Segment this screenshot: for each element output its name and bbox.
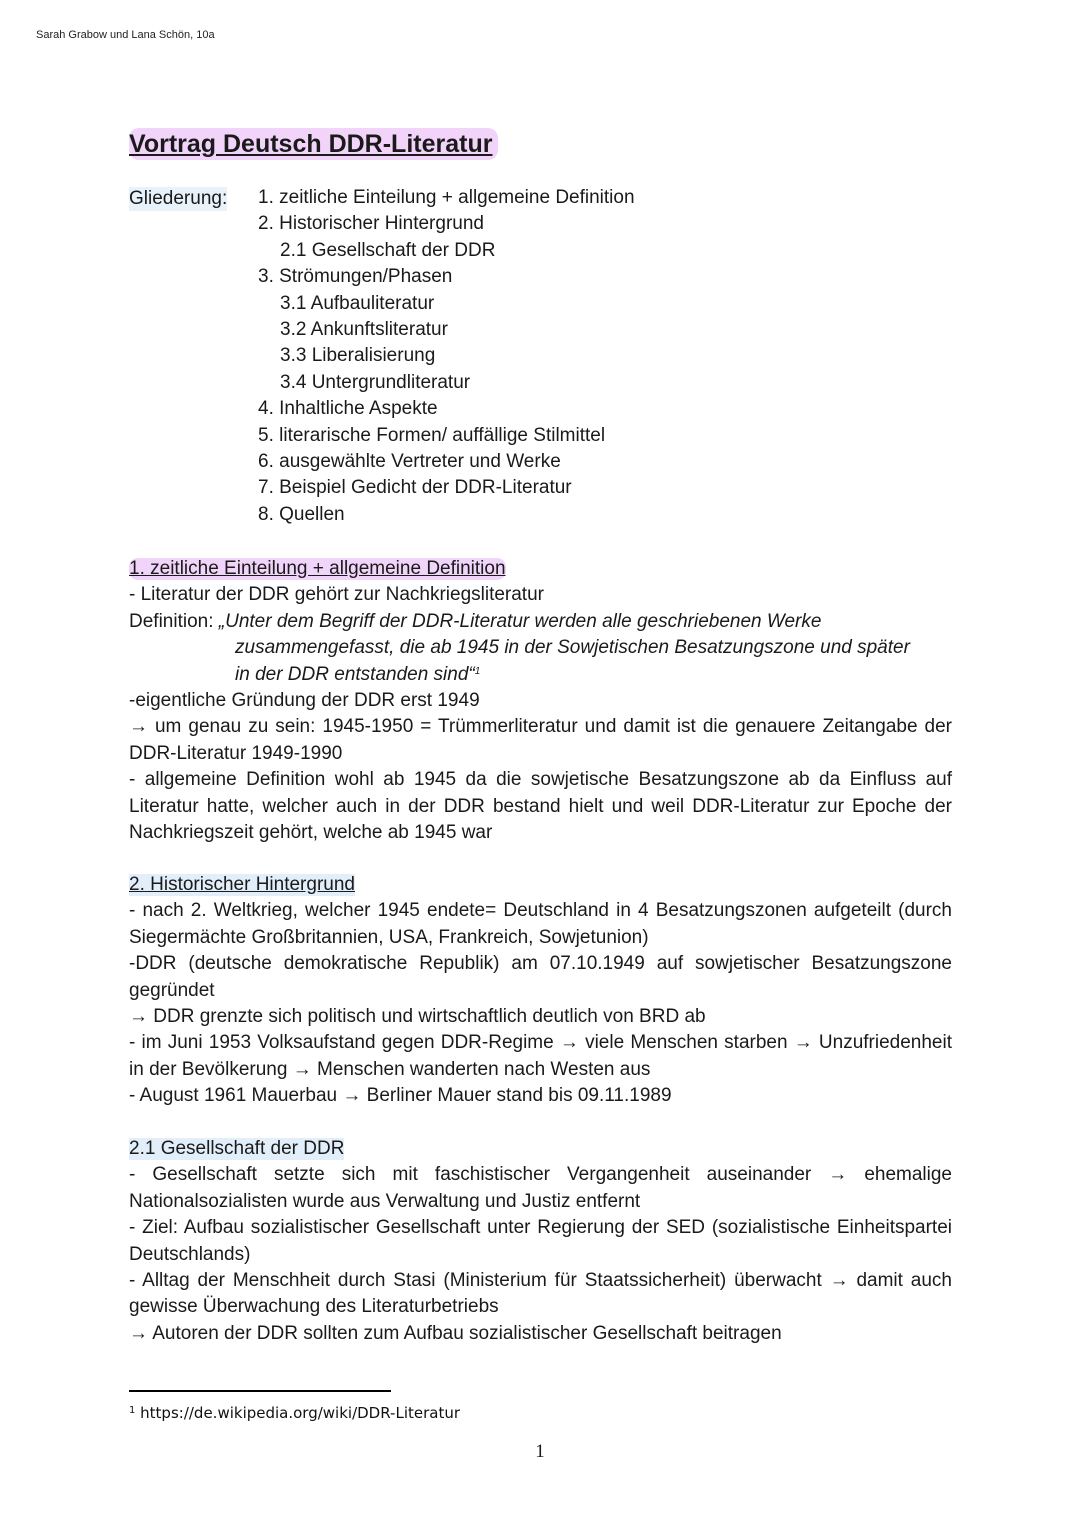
footnote [129,1404,460,1422]
footnote-number: 1 [129,1405,136,1416]
section-heading: 2.1 Gesellschaft der DDR [129,1138,345,1159]
toc-subitem: 3.2 Ankunftsliteratur [280,318,448,340]
paragraph: -eigentliche Gründung der DDR erst 1949 [129,690,480,712]
toc-item: 3. Strömungen/Phasen [258,266,453,288]
section-gesellschaft-der-ddr [129,1136,952,1347]
section-heading: 2. Historischer Hintergrund [129,874,355,895]
page-number: 1 [535,1441,545,1462]
paragraph: - Alltag der Menschheit durch Stasi (Ministerium für Staatssicherheit) überwacht → damit auch gewisse Überwachung des Literaturbetriebs [129,1270,952,1318]
definition-text: „Unter dem Begriff der DDR-Literatur werden alle geschriebenen Werke [218,610,822,632]
toc-item: 2. Historischer Hintergrund [258,213,484,235]
definition-label: Definition: [129,610,219,632]
toc-label: Gliederung: [129,188,228,209]
definition-text-end [129,662,952,688]
toc-subitem: 3.1 Aufbauliteratur [280,292,435,314]
definition-text: in der DDR entstanden sind“ [235,663,475,685]
paragraph: - Gesellschaft setzte sich mit faschistischer Vergangenheit auseinander → ehemalige Nationalsozialisten wurde aus Verwaltung und Justiz entfernt [129,1164,952,1212]
header-note: Sarah Grabow und Lana Schön, 10a [36,29,215,41]
toc-item: 5. literarische Formen/ auffällige Stilmittel [258,424,606,446]
section-zeitliche-einteilung [129,556,952,846]
paragraph: - allgemeine Definition wohl ab 1945 da die sowjetische Besatzungszone ab da Einfluss auf Literatur hatte, welcher auch in der DDR bestand hielt und weil DDR-Literatur zur Epoche der Nachkriegszeit gehört, welche ab 1945 war [129,769,952,844]
document-title: Vortrag Deutsch DDR-Literatur [129,128,498,160]
definition-line [129,609,952,635]
toc-subitem: 2.1 Gesellschaft der DDR [280,239,496,261]
paragraph: -DDR (deutsche demokratische Republik) am 07.10.1949 auf sowjetischer Besatzungszone gegründet [129,953,952,1001]
footnote-divider [129,1390,391,1392]
paragraph: - August 1961 Mauerbau → Berliner Mauer stand bis 09.11.1989 [129,1085,672,1107]
toc-item: 8. Quellen [258,503,345,525]
toc-item: 6. ausgewählte Vertreter und Werke [258,450,561,472]
toc-item: 4. Inhaltliche Aspekte [258,398,438,420]
footnote-reference[interactable]: 1 [474,665,481,677]
toc-subitem: 3.3 Liberalisierung [280,345,436,367]
section-historischer-hintergrund [129,872,952,1110]
toc-item: 1. zeitliche Einteilung + allgemeine Definition [258,187,635,208]
paragraph: → DDR grenzte sich politisch und wirtschaftlich deutlich von BRD ab [129,1006,706,1028]
paragraph: → Autoren der DDR sollten zum Aufbau sozialistischer Gesellschaft beitragen [129,1322,782,1344]
section-heading: 1. zeitliche Einteilung + allgemeine Definition [129,558,506,579]
table-of-contents [258,185,635,528]
paragraph: - Ziel: Aufbau sozialistischer Gesellschaft unter Regierung der SED (sozialistische Einheitspartei Deutschlands) [129,1217,952,1265]
paragraph: - im Juni 1953 Volksaufstand gegen DDR-Regime → viele Menschen starben → Unzufriedenheit in der Bevölkerung → Menschen wanderten nach Westen aus [129,1032,952,1080]
definition-text: zusammengefasst, die ab 1945 in der Sowjetischen Besatzungszone und später [235,637,910,659]
toc-subitem: 3.4 Untergrundliteratur [280,371,471,393]
paragraph: - nach 2. Weltkrieg, welcher 1945 endete= Deutschland in 4 Besatzungszonen aufgeteilt (durch Siegermächte Großbritannien, USA, Frankreich, Sowjetunion) [129,900,952,948]
footnote-link[interactable]: https://de.wikipedia.org/wiki/DDR-Literatur [140,1404,461,1422]
paragraph: → um genau zu sein: 1945-1950 = Trümmerliteratur und damit ist die genauere Zeitangabe der DDR-Literatur 1949-1990 [129,716,952,764]
toc-item: 7. Beispiel Gedicht der DDR-Literatur [258,477,572,499]
paragraph: - Literatur der DDR gehört zur Nachkriegsliteratur [129,584,544,606]
